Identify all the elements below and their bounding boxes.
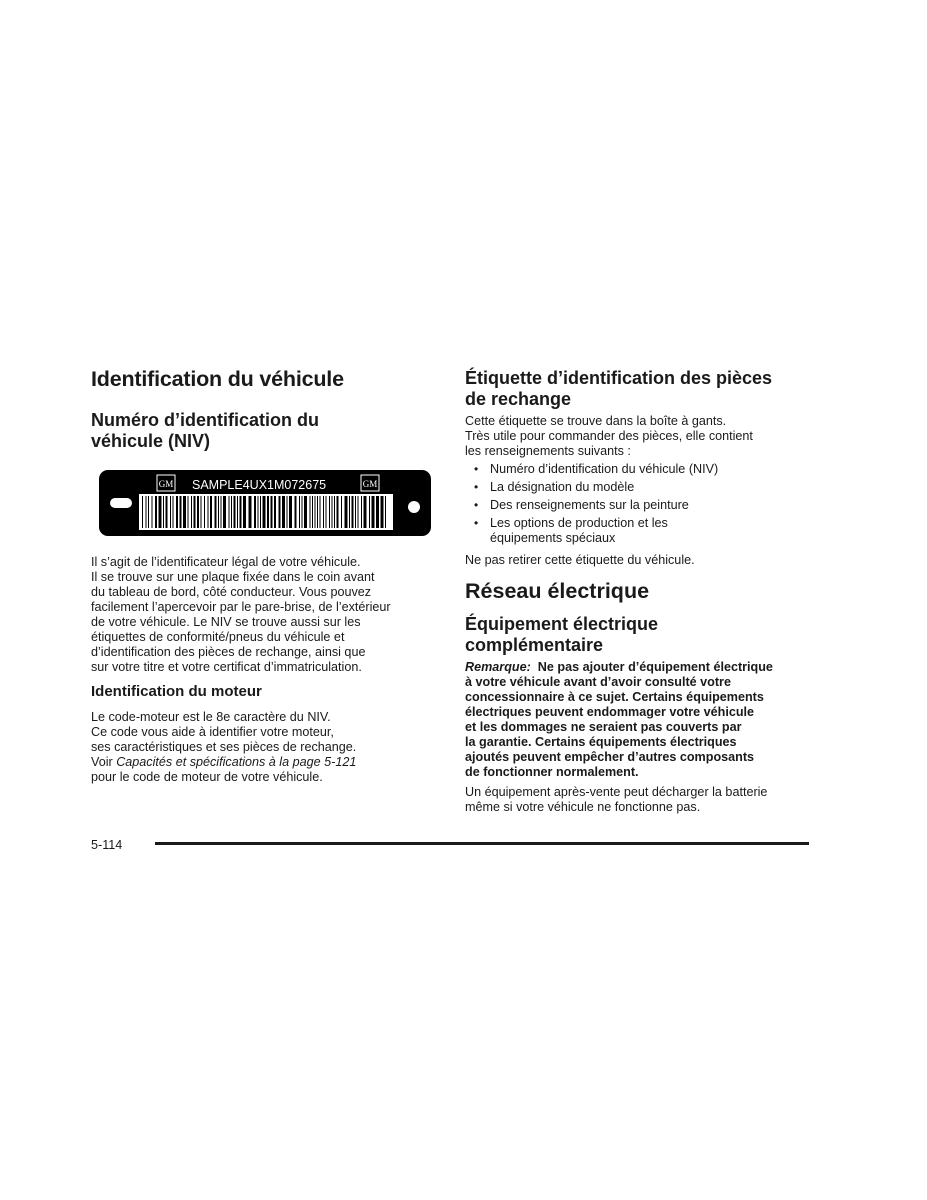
niv-heading: [91, 410, 319, 452]
vin-plate-graphic: [99, 470, 431, 536]
gm-logo-text: GM: [362, 479, 378, 489]
heading-line: complémentaire: [465, 635, 604, 655]
text-line: [91, 755, 356, 770]
list-item-text: Numéro d’identification du véhicule (NIV): [490, 462, 719, 476]
equipment-heading: [465, 614, 658, 656]
note-label: Remarque:: [465, 660, 531, 674]
bullet-icon: •: [474, 462, 479, 476]
vin-text: SAMPLE4UX1M072675: [192, 478, 327, 492]
mounting-hole: [408, 501, 420, 513]
list-item: [465, 498, 718, 513]
list-item-text: La désignation du modèle: [490, 480, 635, 494]
niv-heading-line: véhicule (NIV): [91, 431, 211, 451]
heading-line: Équipement électrique: [465, 614, 659, 634]
text-line: Ne pas retirer cette étiquette du véhicule.: [465, 553, 695, 567]
text-line: concessionnaire à ce sujet. Certains équipements: [465, 690, 764, 704]
text-line: les renseignements suivants :: [465, 444, 631, 458]
footer-rule: [155, 842, 809, 845]
text-line: Un équipement après-vente peut décharger la batterie: [465, 785, 768, 799]
text-line: ses caractéristiques et ses pièces de rechange.: [91, 740, 357, 754]
text-line: et les dommages ne seraient pas couverts par: [465, 720, 742, 734]
ref-prefix: Voir: [91, 755, 117, 769]
text-line: électriques peuvent endommager votre véhicule: [465, 705, 755, 719]
note-paragraph: [465, 660, 773, 780]
bullet-icon: •: [474, 498, 479, 512]
vin-plate-illustration: [99, 470, 431, 536]
page-number: 5-114: [91, 838, 123, 852]
text-line: du tableau de bord, côté conducteur. Vous pouvez: [91, 585, 372, 599]
parts-label-heading: [465, 368, 772, 410]
text-line: même si votre véhicule ne fonctionne pas.: [465, 800, 701, 814]
aftermarket-paragraph: [465, 785, 767, 815]
text-line: de fonctionner normalement.: [465, 765, 639, 779]
niv-heading-line: Numéro d’identification du: [91, 410, 319, 430]
text-line: étiquettes de conformité/pneus du véhicule et: [91, 630, 345, 644]
text-line: d’identification des pièces de rechange, ainsi que: [91, 645, 366, 659]
text-line: Il s’agit de l’identificateur légal de votre véhicule.: [91, 555, 361, 569]
list-item-text: équipements spéciaux: [490, 531, 616, 545]
list-item: [465, 516, 718, 546]
text-line: Il se trouve sur une plaque fixée dans le coin avant: [91, 570, 375, 584]
bullet-icon: •: [474, 480, 479, 494]
engine-heading: Identification du moteur: [91, 683, 262, 700]
heading-line: de rechange: [465, 389, 572, 409]
list-item-text: Des renseignements sur la peinture: [490, 498, 689, 512]
list-item: [465, 462, 718, 477]
text-line: de votre véhicule. Le NIV se trouve aussi sur les: [91, 615, 361, 629]
text-line: Ce code vous aide à identifier votre moteur,: [91, 725, 334, 739]
section-title-electrical: Réseau électrique: [465, 579, 650, 603]
section-title-vehicle-identification: Identification du véhicule: [91, 367, 344, 391]
text-line: sur votre titre et votre certificat d’immatriculation.: [91, 660, 362, 674]
text-line: [465, 660, 773, 675]
parts-intro: [465, 414, 753, 459]
vin-barcode: [139, 494, 393, 530]
heading-line: Étiquette d’identification des pièces: [465, 368, 773, 388]
text-line: ajoutés peuvent empêcher d’autres composants: [465, 750, 755, 764]
mounting-slot: [110, 498, 132, 508]
parts-bullet-list: [465, 462, 718, 549]
text-line: la garantie. Certains équipements électriques: [465, 735, 737, 749]
gm-logo-text: GM: [158, 479, 174, 489]
note-text: Ne pas ajouter d’équipement électrique: [537, 660, 773, 674]
page-reference-link[interactable]: Capacités et spécifications à la page 5-121: [116, 755, 357, 769]
text-line: pour le code de moteur de votre véhicule.: [91, 770, 323, 784]
text-line: à votre véhicule avant d’avoir consulté votre: [465, 675, 731, 689]
niv-paragraph: [91, 555, 391, 675]
engine-paragraph: [91, 710, 356, 785]
parts-outro: [465, 553, 695, 568]
text-line: facilement l’apercevoir par le pare-brise, de l’extérieur: [91, 600, 391, 614]
list-item-text: Les options de production et les: [490, 516, 668, 530]
bullet-icon: •: [474, 516, 479, 530]
text-line: Le code-moteur est le 8e caractère du NIV.: [91, 710, 331, 724]
text-line: Cette étiquette se trouve dans la boîte à gants.: [465, 414, 727, 428]
list-item: [465, 480, 718, 495]
text-line: Très utile pour commander des pièces, elle contient: [465, 429, 753, 443]
